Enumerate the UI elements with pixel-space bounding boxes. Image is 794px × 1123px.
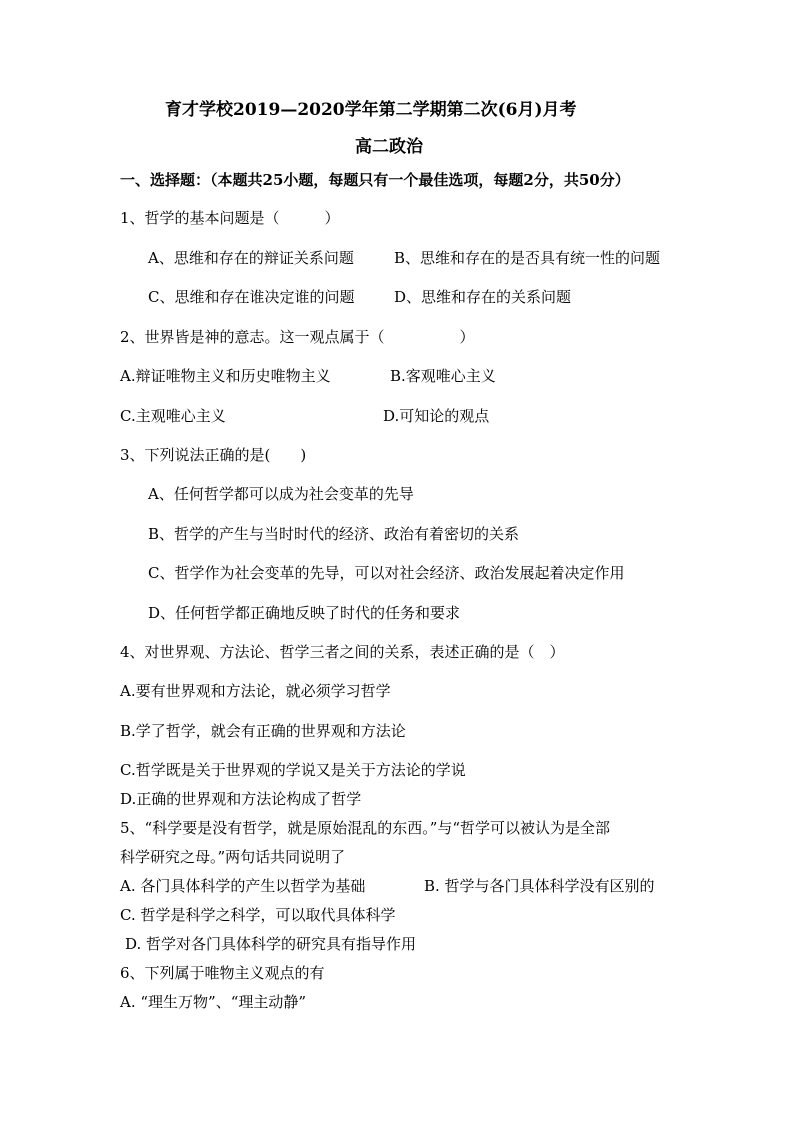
option-c: C. 哲学是科学之科学，可以取代具体科学: [120, 906, 396, 924]
question-stem-line-2: 科学研究之母。”两句话共同说明了: [120, 848, 346, 866]
option-a: A.要有世界观和方法论，就必须学习哲学: [120, 682, 391, 700]
option-b: B、思维和存在的是否具有统一性的问题: [394, 249, 661, 267]
option-a: A、思维和存在的辩证关系问题: [148, 249, 354, 267]
exam-subject: 高二政治: [355, 137, 423, 157]
question-stem: 3、下列说法正确的是( ): [120, 446, 307, 464]
option-c: C、哲学作为社会变革的先导，可以对社会经济、政治发展起着决定作用: [148, 564, 625, 582]
question-stem: 4、对世界观、方法论、哲学三者之间的关系，表述正确的是（ ）: [120, 643, 565, 661]
option-b: B、哲学的产生与当时时代的经济、政治有着密切的关系: [148, 525, 520, 543]
question-stem: 2、世界皆是神的意志。这一观点属于（ ）: [120, 328, 475, 346]
option-c: C、思维和存在谁决定谁的问题: [148, 288, 355, 306]
option-d: D.可知论的观点: [383, 407, 490, 425]
question-stem: 1、哲学的基本问题是（ ）: [120, 209, 340, 227]
option-a: A.辩证唯物主义和历史唯物主义: [120, 367, 331, 385]
question-stem-line-1: 5、“科学要是没有哲学，就是原始混乱的东西。”与“哲学可以被认为是全部: [120, 819, 611, 837]
option-c: C.哲学既是关于世界观的学说又是关于方法论的学说: [120, 761, 466, 779]
option-c: C.主观唯心主义: [120, 407, 226, 425]
exam-title: 育才学校2019—2020学年第二学期第二次(6月)月考: [165, 100, 577, 120]
option-d: D、任何哲学都正确地反映了时代的任务和要求: [148, 604, 461, 622]
option-d: D.正确的世界观和方法论构成了哲学: [120, 790, 362, 808]
option-a: A、任何哲学都可以成为社会变革的先导: [148, 485, 414, 503]
option-d: D、思维和存在的关系问题: [394, 288, 572, 306]
section-heading: 一、选择题：（本题共25小题，每题只有一个最佳选项，每题2分，共50分）: [120, 171, 630, 189]
option-b: B. 哲学与各门具体科学没有区别的: [424, 877, 655, 895]
option-a: A. 各门具体科学的产生以哲学为基础: [120, 877, 366, 895]
question-stem: 6、下列属于唯物主义观点的有: [120, 964, 325, 982]
option-d: D. 哲学对各门具体科学的研究具有指导作用: [125, 935, 417, 953]
option-b: B.学了哲学，就会有正确的世界观和方法论: [120, 722, 406, 740]
option-a: A. “理生万物”、“理主动静”: [120, 993, 307, 1011]
option-b: B.客观唯心主义: [390, 367, 496, 385]
